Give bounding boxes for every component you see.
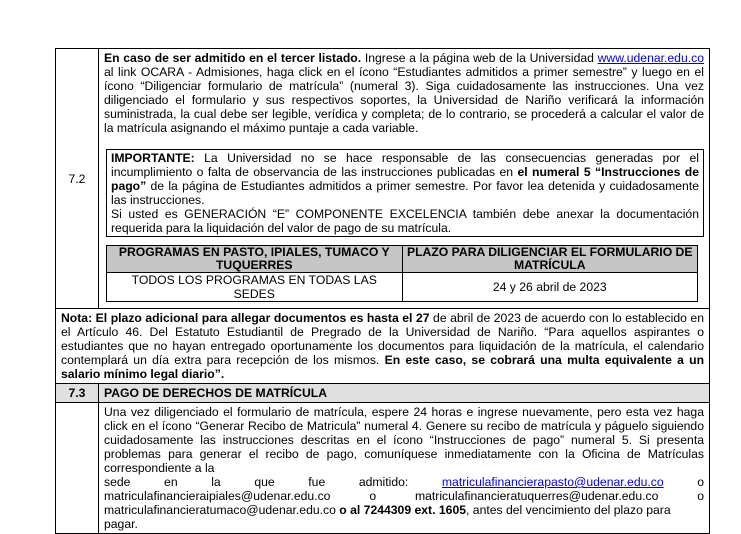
header-programs: PROGRAMAS EN PASTO, IPIALES, TUMACO Y TUQUERRES	[107, 246, 403, 273]
section-title: PAGO DE DERECHOS DE MATRÍCULA	[99, 384, 710, 403]
row-number-empty	[56, 403, 99, 534]
text-bold: o al	[335, 503, 364, 517]
phone-number: 7244309 ext. 1605	[363, 503, 467, 517]
deadline-row	[107, 273, 698, 302]
header-deadline: PLAZO PARA DILIGENCIAR EL FORMULARIO DE MATRÍCULA	[402, 246, 698, 273]
nota-label: Nota:	[61, 311, 93, 325]
word: sede	[104, 475, 131, 489]
word: la	[211, 475, 221, 489]
row-number: 7.3	[56, 384, 99, 403]
nota-cell	[56, 309, 710, 384]
cell-programs: TODOS LOS PROGRAMAS EN TODAS LAS SEDES	[107, 273, 403, 302]
university-link[interactable]: www.udenar.edu.co	[597, 51, 704, 65]
text: de abril de 2023 de acuerdo con lo establecido en el Artículo 46. Del Estatuto Estudiantil de Pregrado de la Universidad de Nariño. “Para aquellos aspirantes o estudiantes que no hayan entregado oportunamente los documentos para liquidación de la matrícula, el calendario contemplará un día extra para recepción de los mismos.	[61, 311, 704, 367]
word: o	[369, 489, 377, 503]
deadline-table	[106, 245, 698, 302]
text-bold: El plazo adicional para allegar documentos es hasta el 27	[92, 311, 430, 325]
word: en	[164, 475, 178, 489]
word: admitido:	[358, 475, 409, 489]
row-content	[99, 49, 710, 309]
payment-paragraph: Una vez diligenciado el formulario de matrícula, espere 24 horas e ingrese nuevamente, pero esta vez haga click en el ícono “Generar Recibo de Matricula” numeral 4. Genere su recibo de matrícula y páguelo siguiendo cuidadosamente las instrucciones descritas en el ícono “Instrucciones de pago” numeral 5. Si presenta problemas para generar el recibo de pago, comuníquese inmediatamente con la Oficina de Matrículas correspondiente a la	[104, 405, 704, 475]
text: La Universidad no se hace responsable de las consecuencias generadas por el incumplimiento o falta de observancia de las instrucciones publicadas en	[111, 151, 699, 179]
important-label: IMPORTANTE:	[111, 151, 195, 165]
email-tumaco: matriculafinancieratumaco@udenar.edu.co	[104, 503, 336, 517]
row-nota	[56, 309, 710, 384]
sede-line	[104, 475, 704, 489]
word: o	[697, 489, 705, 503]
text: , antes del vencimiento del plazo para pagar.	[104, 503, 671, 531]
final-line	[104, 503, 704, 531]
row-7-3-header	[56, 384, 710, 403]
row-7-3-body	[56, 403, 710, 534]
text: de la página de Estudiantes admitidos a primer semestre. Por favor lea detenida y cuidadosamente las instrucciones.	[111, 179, 699, 207]
text: al link OCARA - Admisiones, haga click en el ícono “Estudiantes admitidos a primer semestre” y luego en el ícono “Diligenciar formulario de matrícula” (numeral 3). Siga cuidadosamente las instrucciones. Una vez diligenciado el formulario y sus respectivos soportes, la Universidad de Nariño verificará la información suministrada, la cual debe ser legible, verídica y completa; de lo contrario, se procederá a calcular el valor de la matrícula asignando el máximo puntaje a cada variable.	[104, 65, 704, 135]
text-bold: el numeral 5 “Instrucciones de pago”	[111, 165, 699, 193]
email-pasto-link[interactable]: matriculafinancierapasto@udenar.edu.co	[441, 475, 664, 489]
word: fue	[308, 475, 326, 489]
paragraph-admitted	[104, 51, 704, 135]
text: Ingrese a la página web de la Universidad	[361, 51, 598, 65]
text-bold: En este caso, se cobrará una multa equivalente a un salario mínimo legal diario”.	[61, 353, 705, 381]
email-line	[104, 489, 704, 503]
important-box	[106, 149, 704, 237]
lead-bold: En caso de ser admitido en el tercer listado.	[104, 51, 362, 65]
payment-content	[99, 403, 710, 534]
deadline-header	[107, 246, 698, 273]
word: o	[697, 475, 705, 489]
generacion-e-note: Si usted es GENERACIÓN “E” COMPONENTE EXCELENCIA también debe anexar la documentación requerida para la liquidación del valor de pago de su matrícula.	[111, 207, 699, 235]
email-ipiales: matriculafinancieraipiales@udenar.edu.co	[104, 489, 331, 503]
row-7-2	[56, 49, 710, 309]
row-number: 7.2	[56, 49, 99, 309]
cell-deadline: 24 y 26 abril de 2023	[402, 273, 698, 302]
email-tuquerres: matriculafinancieratuquerres@udenar.edu.co	[414, 489, 659, 503]
word: que	[254, 475, 275, 489]
document-table	[55, 48, 710, 534]
